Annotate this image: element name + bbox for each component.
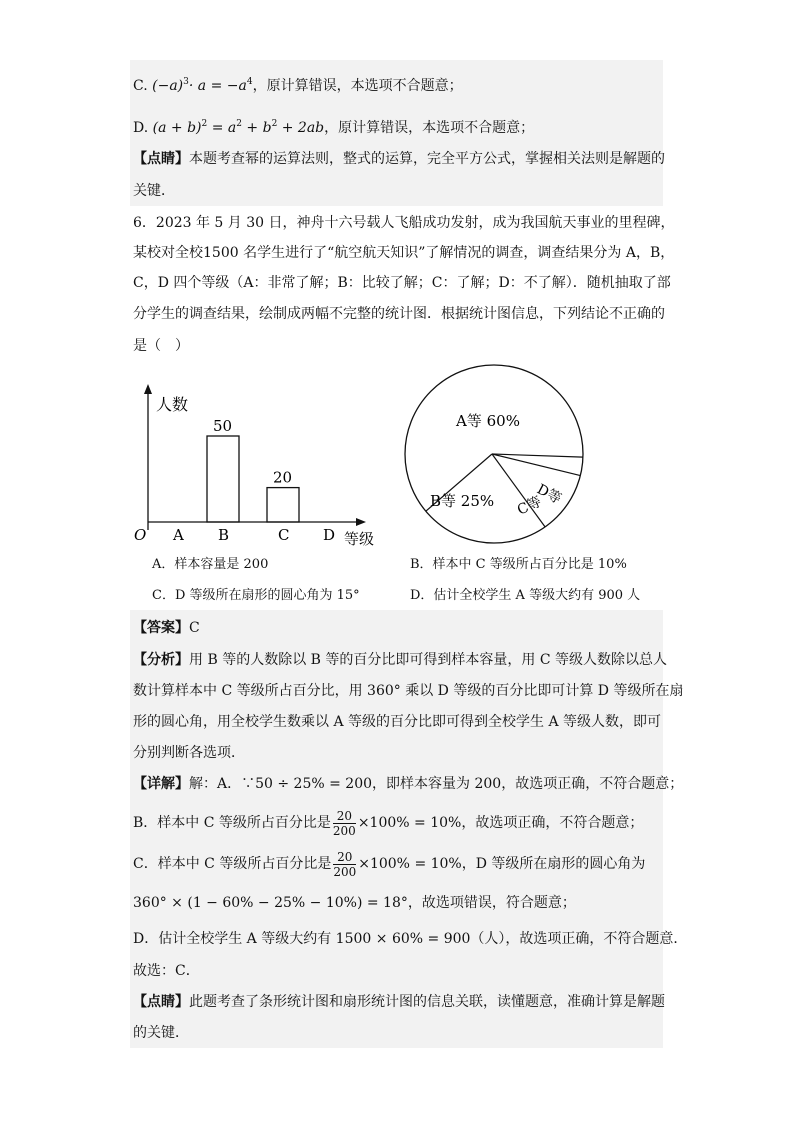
detail-c-line2: 360° × (1 − 60% − 25% − 10%) = 18°，故选项错误，符合题意； (133, 895, 576, 911)
detail-choose: 故选：C． (133, 963, 200, 979)
bar-value-b: 50 (213, 417, 233, 435)
y-axis-label: 人数 (156, 395, 189, 414)
y-axis-arrow (144, 384, 152, 394)
comment6-line2: 的关键． (133, 1025, 189, 1041)
slice-boundary-d (492, 454, 583, 457)
x-axis-label: 等级 (344, 530, 375, 548)
origin-label: O (134, 526, 147, 544)
question6-line5: 是（ ） (133, 338, 189, 354)
detail-c: C．样本中 C 等级所占百分比是 $\frac{20}{200}$ ×100% = 10%，D 等级所在扇形的圆心角为 (133, 849, 646, 879)
x-tick-c: C (278, 526, 290, 544)
comment5-line2: 关键． (133, 183, 175, 199)
pie-label-a: A等 60% (456, 412, 520, 430)
detail-line1: 【详解】解：A．∵50 ÷ 25% = 200，即样本容量为 200，故选项正确，不符合题意； (133, 776, 684, 792)
option-label: C. (133, 78, 148, 94)
question6-line3: C，D 四个等级（A：非常了解；B：比较了解；C：了解；D：不了解）．随机抽取了部 (133, 275, 671, 291)
fraction: $\frac{20}{200}$ (332, 808, 356, 838)
bar-b (207, 436, 239, 522)
comment6-line1: 【点睛】此题考查了条形统计图和扇形统计图的信息关联，读懂题意，准确计算是解题 (133, 994, 665, 1010)
pie-label-c: C等 (514, 493, 545, 519)
choice-d: D．估计全校学生 A 等级大约有 900 人 (410, 588, 641, 603)
x-tick-b: B (218, 526, 230, 544)
bar-chart (128, 380, 388, 550)
question6-line4: 分学生的调查结果，绘制成两幅不完整的统计图．根据统计图信息，下列结论不正确的 (133, 306, 665, 322)
pie-chart (400, 360, 590, 550)
detail-b: B．样本中 C 等级所占百分比是 $\frac{20}{200}$ ×100% = 10%，故选项正确，不符合题意； (133, 808, 644, 838)
x-tick-d: D (323, 526, 336, 544)
bar-value-c: 20 (273, 468, 293, 487)
choice-c: C．D 等级所在扇形的圆心角为 15° (152, 588, 360, 603)
analysis-line4: 分别判断各选项． (133, 745, 245, 761)
option-c-prev: C. $(-a)^3\cdot a = -a^4$，原计算错误，本选项不合题意； (133, 77, 463, 94)
question6-line2: 某校对全校1500 名学生进行了“航空航天知识”了解情况的调查，调查结果分为 A，B， (133, 245, 675, 261)
option-d-prev: D. $(a + b)^2 = a^2 + b^2 + 2ab$，原计算错误，本选项不合题意； (133, 119, 535, 136)
analysis-line2: 数计算样本中 C 等级所占百分比，用 360° 乘以 D 等级的百分比即可计算 D 等级所在扇 (133, 683, 684, 699)
answer: 【答案】C (133, 620, 200, 636)
pie-label-d: D等 (534, 481, 564, 508)
analysis-line3: 形的圆心角，用全校学生数乘以 A 等级的百分比即可得到全校学生 A 等级人数，即可 (133, 714, 662, 730)
analysis-line1: 【分析】用 B 等的人数除以 B 等的百分比即可得到样本容量，用 C 等级人数除以总人 (133, 652, 667, 668)
comment5-line1: 【点睛】本题考查幂的运算法则，整式的运算，完全平方公式，掌握相关法则是解题的 (133, 151, 665, 167)
fraction: $\frac{20}{200}$ (333, 849, 357, 879)
detail-d: D．估计全校学生 A 等级大约有 1500 × 60% = 900（人），故选项正确，不符合题意． (133, 931, 688, 947)
choice-a: A．样本容量是 200 (152, 557, 269, 572)
pie-label-b: B等 25% (430, 492, 495, 510)
question6-line1: 6．2023 年 5 月 30 日，神舟十六号载人飞船成功发射，成为我国航天事业的里程碑， (133, 215, 675, 231)
bar-c (267, 488, 299, 522)
choice-b: B．样本中 C 等级所占百分比是 10% (410, 557, 627, 572)
x-axis-arrow (356, 518, 366, 526)
x-tick-a: A (173, 526, 184, 544)
